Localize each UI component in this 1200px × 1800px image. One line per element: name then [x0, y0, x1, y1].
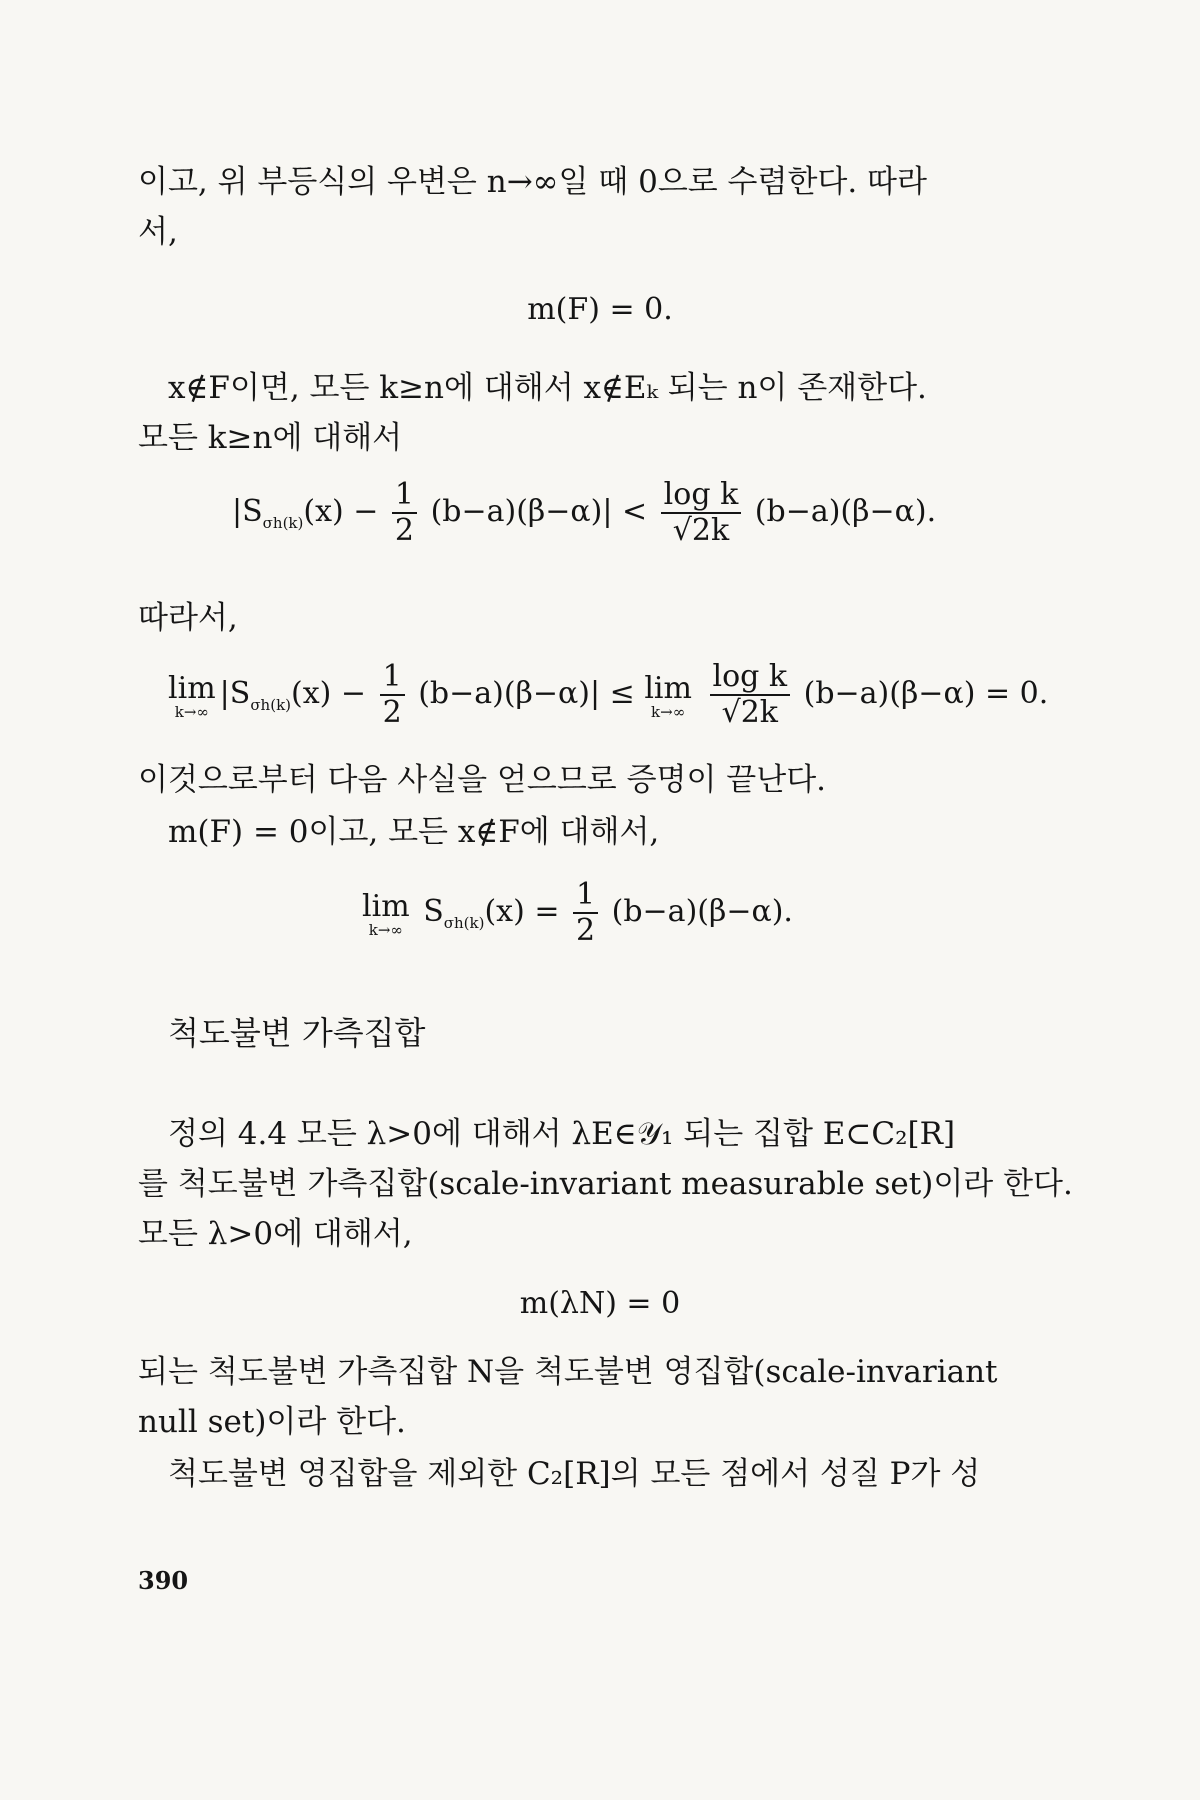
- fraction-den: 2: [394, 513, 415, 548]
- equation-m-f: m(F) = 0.: [527, 292, 673, 327]
- eqC-mid: (x) =: [484, 894, 560, 929]
- lim-sub: k→∞: [651, 703, 686, 721]
- text-line-6: 이것으로부터 다음 사실을 얻으므로 증명이 끝난다.: [138, 762, 826, 798]
- equation-inequality: [232, 478, 936, 548]
- eqA-sub: σh(k): [262, 514, 304, 532]
- eqB-after2: (b−a)(β−α) = 0.: [803, 676, 1049, 711]
- fraction-den: 2: [382, 695, 402, 730]
- eqA-left: |S: [232, 494, 263, 529]
- eqC-left: S: [423, 894, 444, 929]
- fraction-num: log k: [661, 478, 742, 514]
- eqB-left: |S: [219, 676, 251, 711]
- fraction-half: [380, 660, 405, 730]
- eqB-mid: (x) −: [291, 676, 367, 711]
- eqC-after: (b−a)(β−α).: [611, 894, 793, 929]
- text-line-3: x∉F이면, 모든 k≥n에 대해서 x∉Eₖ 되는 n이 존재한다.: [168, 370, 927, 406]
- eqB-sub: σh(k): [250, 696, 292, 714]
- text-line-5: 따라서,: [138, 600, 238, 636]
- definition-line-5: null set)이라 한다.: [138, 1404, 406, 1440]
- eqB-after1: (b−a)(β−α)| ≤: [418, 676, 635, 711]
- lim-sub: k→∞: [174, 703, 209, 721]
- text-line-7: m(F) = 0이고, 모든 x∉F에 대해서,: [168, 814, 660, 850]
- fraction-den: 2: [576, 913, 596, 948]
- eqA-after1: (b−a)(β−α)| <: [430, 494, 648, 529]
- lim-word: lim: [168, 671, 216, 706]
- definition-line-1: 정의 4.4 모든 λ>0에 대해서 λE∈𝒴₁ 되는 집합 E⊂C₂[R]: [168, 1116, 956, 1152]
- page-number: 390: [138, 1566, 189, 1595]
- fraction-num: 1: [573, 878, 598, 914]
- fraction-half: [573, 878, 598, 948]
- lim-word: lim: [644, 671, 692, 706]
- equation-limit: [362, 878, 793, 948]
- definition-line-6: 척도불변 영집합을 제외한 C₂[R]의 모든 점에서 성질 P가 성: [168, 1456, 981, 1492]
- limit-operator: [644, 671, 692, 721]
- limit-operator: [168, 671, 216, 721]
- section-heading: 척도불변 가측집합: [168, 1014, 426, 1052]
- fraction-log: [710, 660, 791, 730]
- eqA-mid: (x) −: [303, 494, 379, 529]
- definition-line-2: 를 척도불변 가측집합(scale-invariant measurable set)이라 한다.: [138, 1166, 1073, 1202]
- fraction-den: √2k: [672, 513, 730, 548]
- fraction-num: 1: [380, 660, 405, 696]
- equation-limit-inequality: [168, 660, 1048, 730]
- limit-operator: [362, 889, 410, 939]
- fraction-den: √2k: [721, 695, 778, 730]
- text-line-4: 모든 k≥n에 대해서: [138, 420, 403, 456]
- text-line-1: 이고, 위 부등식의 우변은 n→∞일 때 0으로 수렴한다. 따라: [138, 164, 927, 200]
- fraction-num: log k: [710, 660, 791, 696]
- equation-null: m(λN) = 0: [519, 1286, 681, 1321]
- definition-line-3: 모든 λ>0에 대해서,: [138, 1216, 413, 1252]
- eqC-sub: σh(k): [443, 914, 485, 932]
- definition-line-4: 되는 척도불변 가측집합 N을 척도불변 영집합(scale-invariant: [138, 1354, 998, 1390]
- lim-sub: k→∞: [368, 921, 403, 939]
- text-line-2: 서,: [138, 214, 178, 250]
- fraction-log: [661, 478, 742, 548]
- eqA-after2: (b−a)(β−α).: [754, 494, 937, 529]
- fraction-half: [392, 478, 417, 548]
- fraction-num: 1: [392, 478, 417, 514]
- lim-word: lim: [362, 889, 410, 924]
